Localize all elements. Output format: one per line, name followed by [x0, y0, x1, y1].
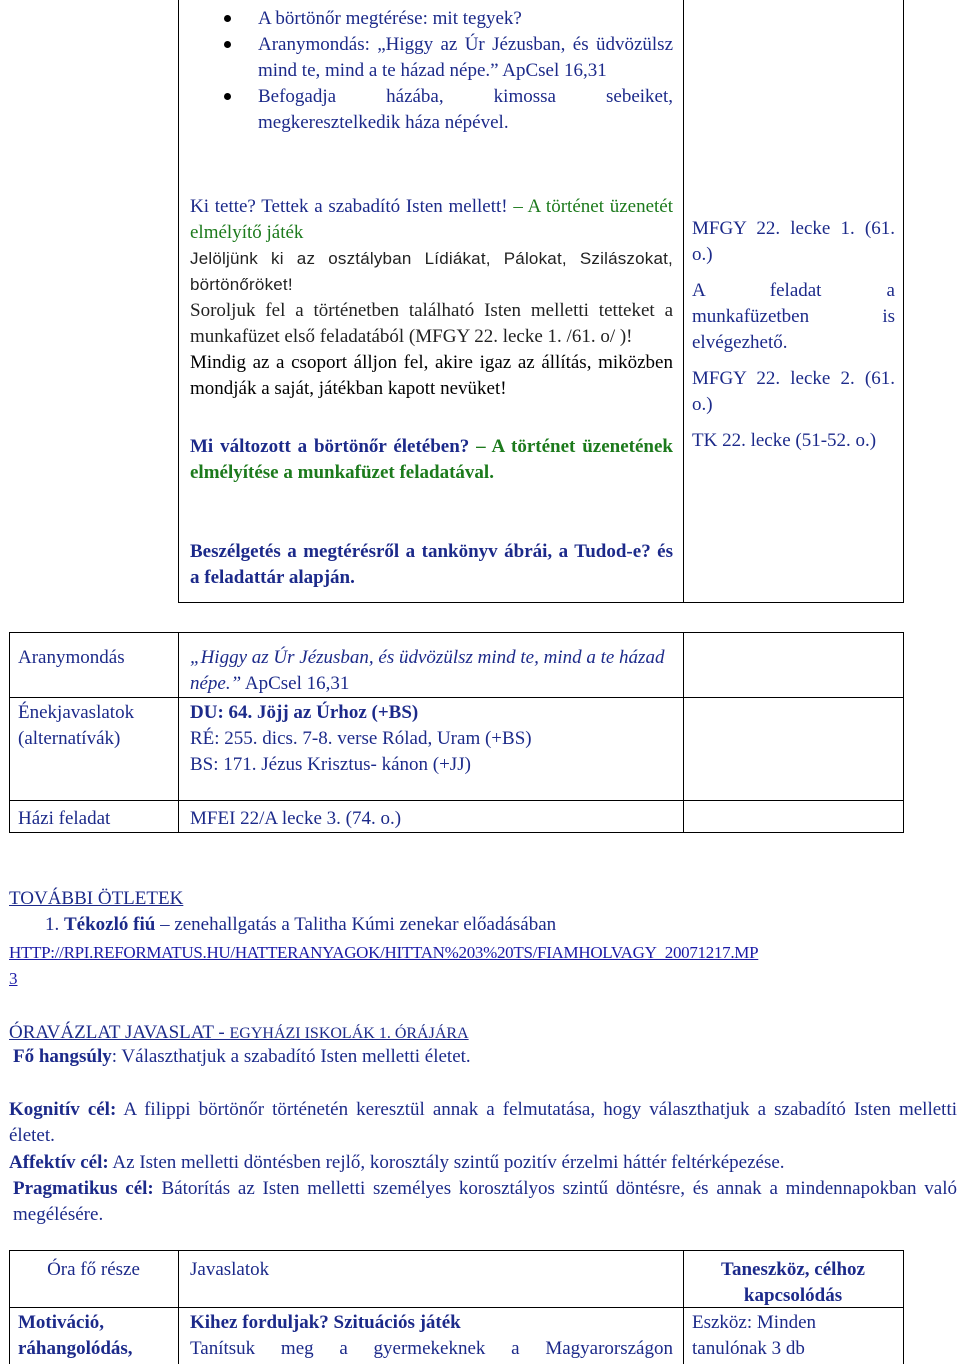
top-bullets [178, 6, 683, 136]
songs-content [190, 700, 673, 778]
lesson-plan-heading: ÓRAVÁZLAT JAVASLAT - EGYHÁZI ISKOLÁK 1. ÓRÁJÁRA [9, 1022, 469, 1043]
row-label-homework: Házi feladat [18, 808, 111, 829]
row-label-golden-verse: Aranymondás [18, 647, 125, 668]
ref-tk: TK 22. lecke (51-52. o.) [692, 430, 877, 451]
header-lesson-part: Óra fő része [47, 1259, 140, 1280]
row-label-songs: Énekjavaslatok (alternatívák) [18, 702, 135, 749]
motivation-text: Tanítsuk meg a gyermekeknek a Magyarországon [190, 1338, 673, 1359]
motivation-content [190, 1310, 673, 1362]
row-label-motivation: Motiváció, ráhangolódás, [18, 1312, 133, 1359]
song-du: DU: 64. Jöjj az Úrhoz (+BS) [190, 702, 419, 723]
music-link[interactable]: HTTP://RPI.REFORMATUS.HU/HATTERANYAGOK/HITTAN%203%20TS/FIAMHOLVAGY_20071217.MP [9, 943, 759, 962]
top-right-column [692, 216, 895, 454]
section-game-title: Ki tette? Tettek a szabadító Isten mellett! – A történet üzenetét elmélyítő játék [190, 196, 673, 243]
bullet-icon [224, 15, 231, 22]
music-link-cont[interactable]: 3 [9, 969, 18, 988]
further-ideas-item: 1. Tékozló fiú – zenehallgatás a Talitha Kúmi zenekar előadásában [45, 914, 557, 935]
section-change: Mi változott a börtönőr életében? – A történet üzenetének elmélyítése a munkafüzet feladatával. [190, 436, 673, 483]
pragmatic-goal: Pragmatikus cél: Bátorítás az Isten melletti személyes korosztályos szintű döntésre, és annak a mindennapokban való megélésére. [13, 1178, 957, 1225]
motivation-title: Kihez forduljak? Szituációs játék [190, 1312, 461, 1333]
bullet-item: Aranymondás: „Higgy az Úr Jézusban, és üdvözülsz mind te, mind a te házad népe.” ApCsel 16,31 [178, 32, 683, 84]
song-re: RÉ: 255. dics. 7-8. verse Rólad, Uram (+BS) [190, 728, 532, 749]
golden-verse-content: „Higgy az Úr Jézusban, és üdvözülsz mind te, mind a te házad népe.” ApCsel 16,31 [190, 647, 665, 694]
further-ideas-heading: TOVÁBBI ÖTLETEK [9, 888, 184, 909]
focus-line: Fő hangsúly: Választhatjuk a szabadító Isten melletti életet. [13, 1046, 471, 1067]
song-bs: BS: 171. Jézus Krisztus- kánon (+JJ) [190, 754, 471, 775]
section-game-p3: Mindig az a csoport álljon fel, akire igaz az állítás, miközben mondják a saját, játékban kapott nevüket! [190, 352, 673, 399]
cognitive-goal: Kognitív cél: A filippi börtönőr történetén keresztül annak a felmutatása, hogy választhatjuk a szabadító Isten melletti életet. [9, 1099, 958, 1146]
section-game [190, 194, 673, 402]
bullet-icon [224, 93, 231, 100]
ref-mfgy-2: MFGY 22. lecke 2. (61. o.) [692, 368, 895, 415]
bullet-item: A börtönőr megtérése: mit tegyek? [178, 6, 683, 32]
affective-goal: Affektív cél: Az Isten melletti döntésben rejlő, korosztály szintű pozitív érzelmi háttér feltérképezése. [9, 1152, 785, 1173]
note-workbook: A feladat a munkafüzetben is elvégezhető. [692, 280, 895, 353]
section-conversation: Beszélgetés a megtérésről a tankönyv ábrái, a Tudod-e? és a feladattár alapján. [190, 541, 673, 588]
section-game-p2: Soroljuk fel a történetben található Isten melletti tetteket a munkafüzet első feladatából (MFGY 22. lecke 1. /61. o/ )! [190, 300, 673, 347]
homework-content: MFEI 22/A lecke 3. (74. o.) [190, 808, 402, 829]
header-suggestions: Javaslatok [190, 1259, 270, 1280]
header-tools: Taneszköz, célhoz kapcsolódás [721, 1259, 865, 1306]
bullet-item: Befogadja házába, kimossa sebeiket, megkeresztelkedik háza népével. [178, 84, 683, 136]
ref-mfgy-1: MFGY 22. lecke 1. (61. o.) [692, 218, 895, 265]
section-game-p1: Jelöljünk ki az osztályban Lídiákat, Pálokat, Szilászokat, börtönőröket! [190, 249, 673, 294]
bullet-icon [224, 41, 231, 48]
motivation-tools: Eszköz: Minden tanulónak 3 db [692, 1312, 817, 1359]
